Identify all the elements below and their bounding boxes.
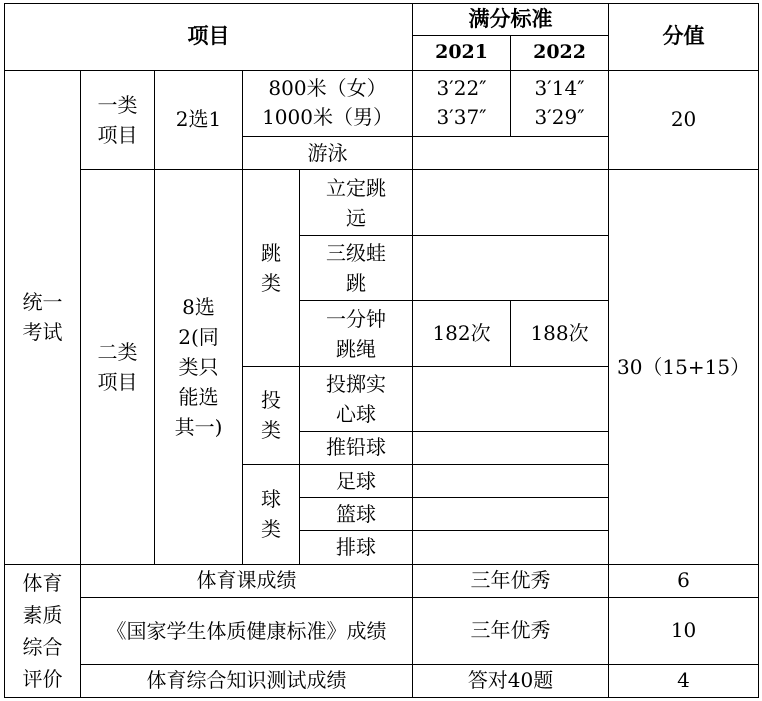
comp-row-1-standard: 三年优秀 [413,564,609,597]
category1-points: 20 [609,70,759,170]
standing-long-jump-standard [413,170,609,236]
category2-choice: 8选2(同类只能选其一) [155,170,243,564]
header-year-2021: 2021 [413,36,511,70]
category1-label: 一类项目 [81,70,155,170]
run-men-2022: 3′29″ [534,105,585,130]
football: 足球 [300,464,413,497]
medicine-ball-standard [413,367,609,432]
category1-choice: 2选1 [155,70,243,170]
comp-row-2-points: 10 [609,597,759,664]
jump-group: 跳类 [243,170,300,367]
throw-group: 投类 [243,367,300,465]
triple-frog-jump-standard [413,235,609,301]
comp-row-1-points: 6 [609,564,759,597]
shot-put: 推铅球 [300,431,413,464]
volleyball: 排球 [300,531,413,564]
football-standard [413,464,609,497]
category2-label: 二类项目 [81,170,155,564]
header-year-2022: 2022 [511,36,609,70]
comprehensive-label: 体育素质综合评价 [5,564,81,697]
run-events [243,70,413,137]
basketball: 篮球 [300,498,413,531]
run-men: 1000米（男） [262,105,393,130]
comp-row-1-name: 体育课成绩 [81,564,413,597]
shot-put-standard [413,431,609,464]
run-women-2021: 3′22″ [436,76,487,101]
category2-points: 30（15+15） [609,170,759,564]
ball-group: 球类 [243,464,300,564]
run-men-2021: 3′37″ [436,105,487,130]
rope-skipping: 一分钟跳绳 [300,301,413,367]
header-points: 分值 [609,4,759,71]
comp-row-2-name: 《国家学生体质健康标准》成绩 [81,597,413,664]
rope-2021: 182次 [413,301,511,367]
standing-long-jump: 立定跳远 [300,170,413,236]
comp-row-3-points: 4 [609,664,759,697]
run-2022 [511,70,609,137]
comp-row-3-name: 体育综合知识测试成绩 [81,664,413,697]
comp-row-3-standard: 答对40题 [413,664,609,697]
swimming-standard [413,137,609,170]
run-women-2022: 3′14″ [534,76,585,101]
run-women: 800米（女） [268,76,387,101]
medicine-ball: 投掷实心球 [300,367,413,432]
rope-2022: 188次 [511,301,609,367]
pe-exam-scoring-table [4,3,759,698]
header-full-score: 满分标准 [413,4,609,36]
unified-exam-label: 统一考试 [5,70,81,564]
triple-frog-jump: 三级蛙跳 [300,235,413,301]
swimming: 游泳 [243,137,413,170]
basketball-standard [413,498,609,531]
comp-row-2-standard: 三年优秀 [413,597,609,664]
run-2021 [413,70,511,137]
header-item: 项目 [5,4,413,71]
volleyball-standard [413,531,609,564]
